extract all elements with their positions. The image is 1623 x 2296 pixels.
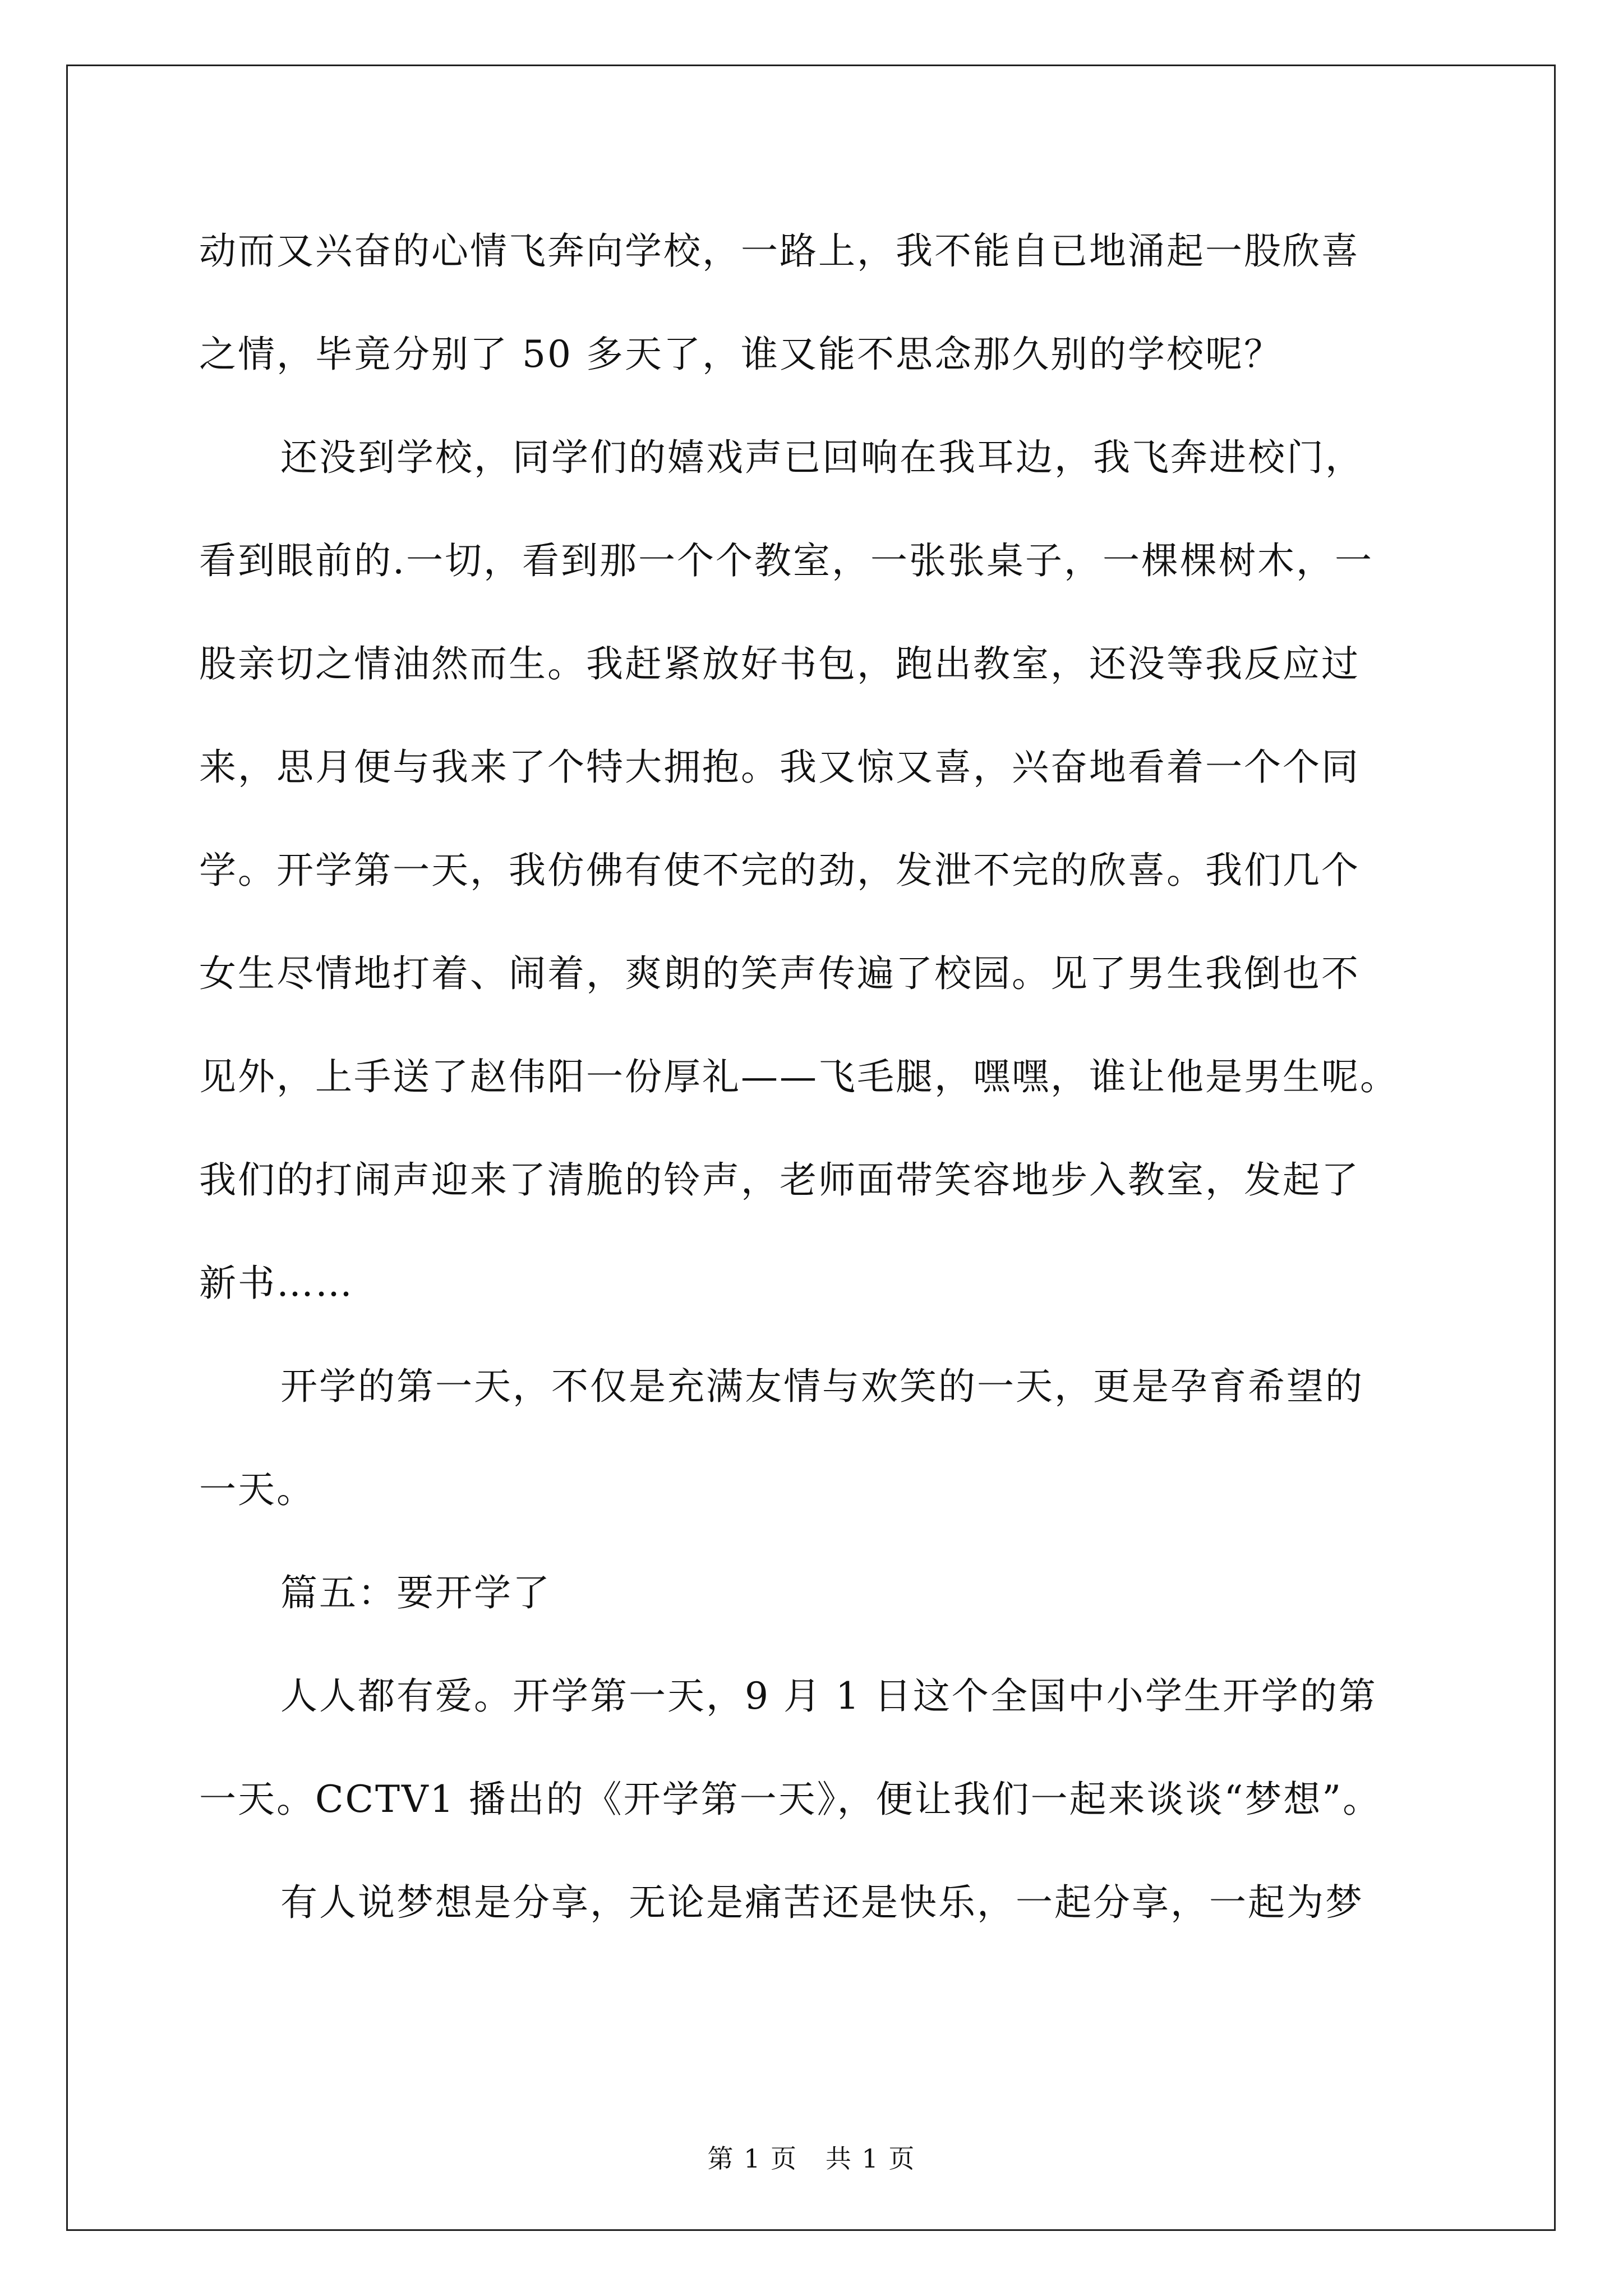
text-line: 见外，上手送了赵伟阳一份厚礼——飞毛腿，嘿嘿，谁让他是男生呢。 (199, 1055, 1399, 1098)
text-line: 我们的打闹声迎来了清脆的铃声，老师面带笑容地步入教室，发起了 (199, 1158, 1360, 1202)
document-body (199, 216, 1433, 1971)
text-line: 来，思月便与我来了个特大拥抱。我又惊又喜，兴奋地看着一个个同 (199, 746, 1360, 789)
paragraph-start: 人人都有爱。开学第一天，9 月 1 日这个全国中小学生开学的第 (280, 1674, 1377, 1718)
text-line: 看到眼前的.一切，看到那一个个教室，一张张桌子，一棵棵树木，一 (199, 539, 1373, 582)
text-line: 动而又兴奋的心情飞奔向学校，一路上，我不能自已地涌起一股欣喜 (199, 229, 1360, 273)
text-line: 新书…… (199, 1262, 354, 1305)
section-heading: 篇五：要开学了 (280, 1571, 551, 1614)
text-line: 股亲切之情油然而生。我赶紧放好书包，跑出教室，还没等我反应过 (199, 642, 1360, 685)
text-line: 女生尽情地打着、闹着，爽朗的笑声传遍了校园。见了男生我倒也不 (199, 952, 1360, 995)
text-line: 一天。 (199, 1468, 315, 1511)
text-line: 学。开学第一天，我仿佛有使不完的劲，发泄不完的欣喜。我们几个 (199, 849, 1360, 892)
paragraph-start: 还没到学校，同学们的嬉戏声已回响在我耳边，我飞奔进校门， (280, 436, 1364, 479)
paragraph-start: 开学的第一天，不仅是充满友情与欢笑的一天，更是孕育希望的 (280, 1365, 1364, 1408)
paragraph-start: 有人说梦想是分享，无论是痛苦还是快乐，一起分享，一起为梦 (280, 1881, 1364, 1924)
page-number-footer: 第 1 页 共 1 页 (707, 2143, 916, 2174)
text-line: 一天。CCTV1 播出的《开学第一天》，便让我们一起来谈谈“梦想”。 (199, 1778, 1382, 1821)
text-line: 之情，毕竟分别了 50 多天了，谁又能不思念那久别的学校呢？ (199, 333, 1283, 376)
